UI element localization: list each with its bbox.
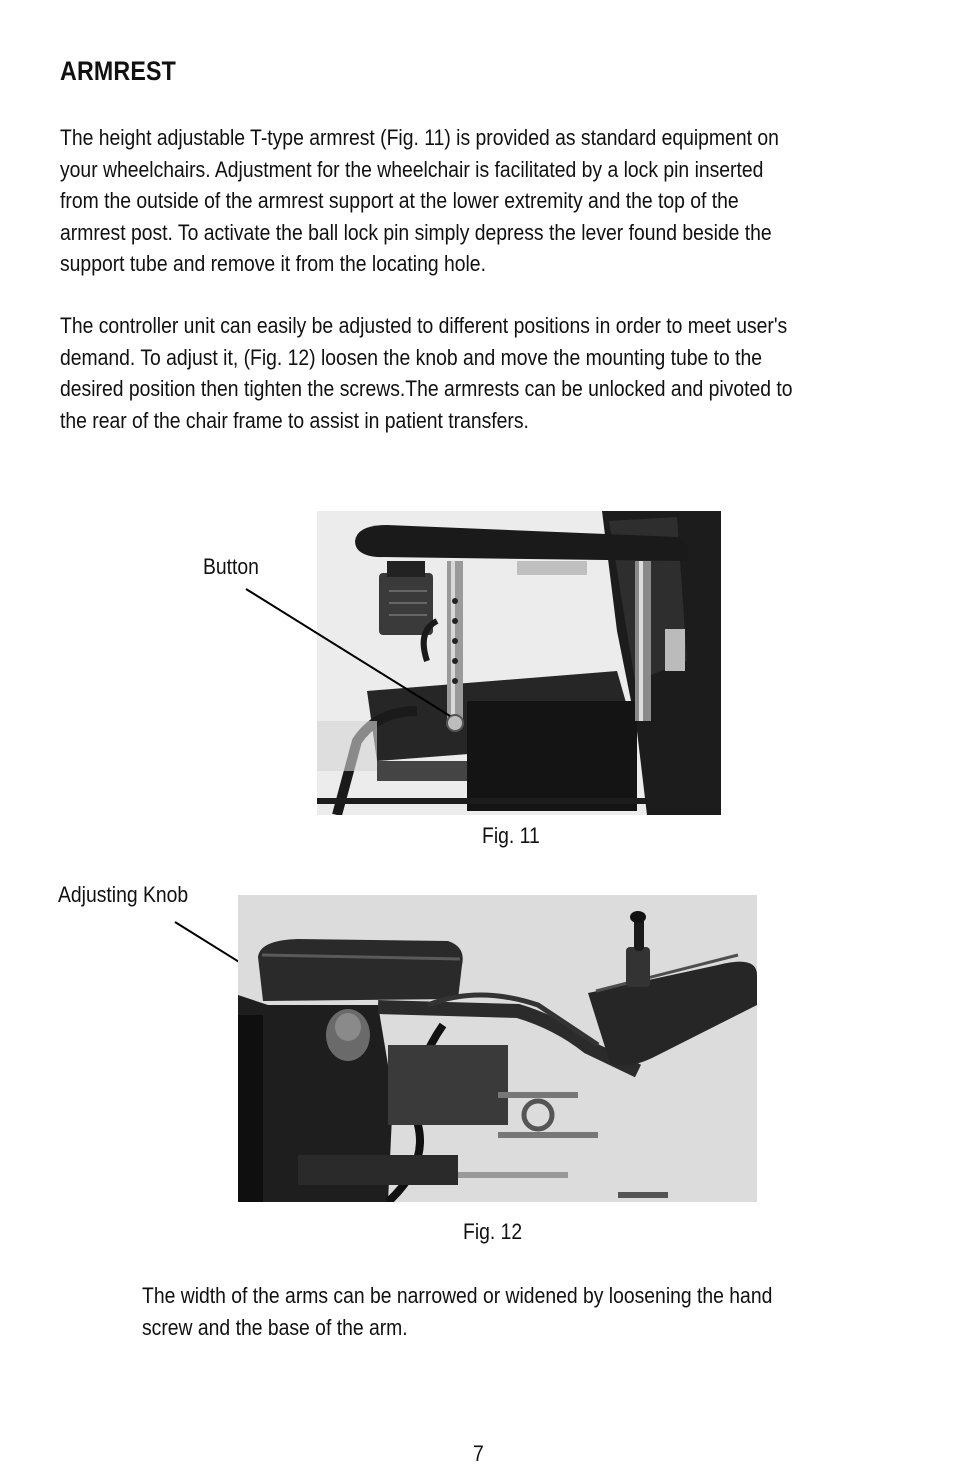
wheelchair-armrest-illustration bbox=[317, 511, 721, 815]
paragraph-armrest-height: The height adjustable T-type armrest (Fig. 11) is provided as standard equipment on your wheelchairs. Adjustment for the wheelchair is facilitated by a lock pin inserted from the outside of the armrest support at the lower extremity and the top of the armrest post. To activate the ball lock pin simply depress the lever found beside the support tube and remove it from the locating hole. bbox=[60, 125, 779, 276]
callout-adjusting-knob-label: Adjusting Knob bbox=[58, 882, 189, 907]
paragraph-controller-adjust: The controller unit can easily be adjusted to different positions in order to meet user's demand. To adjust it, (Fig. 12) loosen the knob and move the mounting tube to the desired position then tighten the screws.The armrests can be unlocked and pivoted to the rear of the chair frame to assist in patient transfers. bbox=[60, 313, 793, 433]
fig12-controller-photo bbox=[238, 895, 757, 1202]
page-number: 7 bbox=[473, 1441, 484, 1466]
fig11-caption: Fig. 11 bbox=[482, 823, 540, 848]
controller-mount-illustration bbox=[238, 895, 757, 1202]
callout-button-label: Button bbox=[203, 554, 259, 579]
section-heading: ARMREST bbox=[60, 56, 177, 86]
fig12-caption: Fig. 12 bbox=[463, 1219, 523, 1244]
fig11-armrest-photo bbox=[317, 511, 721, 815]
paragraph-arm-width: The width of the arms can be narrowed or widened by loosening the hand screw and the base of the arm. bbox=[142, 1283, 773, 1340]
